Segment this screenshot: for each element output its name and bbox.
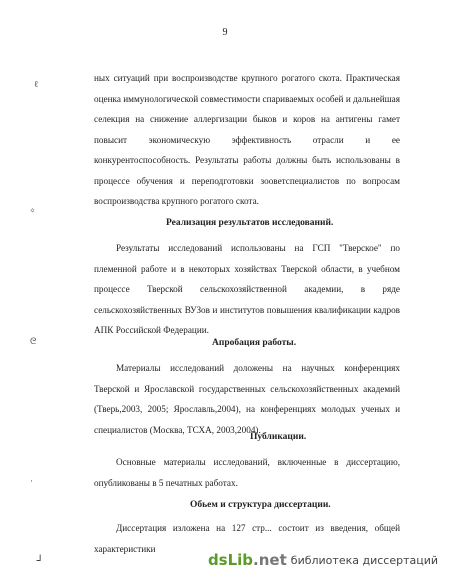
margin-mark: ᘓ bbox=[30, 336, 37, 346]
intro-paragraph bbox=[94, 68, 400, 212]
paragraph-text: ных ситуаций при воспроизводстве крупного рогатого скота. Практическая оценка иммунологической совместимости спариваемых особей и дальнейшая селекция на снижение аллергизации быков и коров на антигены гамет повысит экономическую эффективность отрасли и ее конкурентоспособность. Результаты работы должны быть использованы в процессе обучения и переподготовки зооветспециалистов по вопросам воспроизводства крупного рогатого скота. bbox=[94, 73, 400, 206]
margin-mark: ℓ bbox=[34, 79, 39, 89]
paragraph-text: Основные материалы исследований, включенные в диссертацию, опубликованы в 5 печатных работах. bbox=[94, 457, 400, 488]
paragraph-text: Материалы исследований доложены на научных конференциях Тверской и Ярославской государственных сельскохозяйственных академий (Тверь,2003, 2005; Ярославль,2004), на конференциях молодых ученых и специалистов (Москва, ТСХА, 2003,2004). bbox=[94, 363, 400, 435]
margin-mark: ꙳ bbox=[30, 207, 35, 217]
section-heading: Публикации. bbox=[250, 432, 307, 442]
section-text bbox=[94, 452, 400, 493]
margin-mark: ᒧ bbox=[36, 553, 42, 563]
section-heading: Апробация работы. bbox=[212, 338, 297, 348]
section-text bbox=[94, 238, 400, 341]
paragraph-text: Диссертация изложена на 127 стр... состоит из введения, общей характеристики bbox=[94, 523, 400, 554]
margin-mark: · bbox=[30, 476, 33, 486]
watermark-subtitle: библиотека диссертаций bbox=[290, 553, 438, 567]
watermark bbox=[204, 549, 442, 571]
section-heading: Обьем и структура диссертации. bbox=[190, 500, 331, 510]
page-number: 9 bbox=[222, 27, 228, 38]
section-text bbox=[94, 358, 400, 440]
logo-suffix: .net bbox=[253, 551, 287, 569]
paragraph-text: Результаты исследований использованы на ГСП "Тверское" по племенной работе и в некоторых хозяйствах Тверской области, в учебном процессе Тверской сельскохозяйственной академии, в ряде сельскохозяйственных ВУЗов и институтов повышения квалификации кадров АПК Российской Федерации. bbox=[94, 243, 400, 335]
dslib-logo bbox=[208, 551, 287, 569]
logo-main: dsLib bbox=[207, 551, 254, 569]
section-heading: Реализация результатов исследований. bbox=[166, 218, 334, 228]
